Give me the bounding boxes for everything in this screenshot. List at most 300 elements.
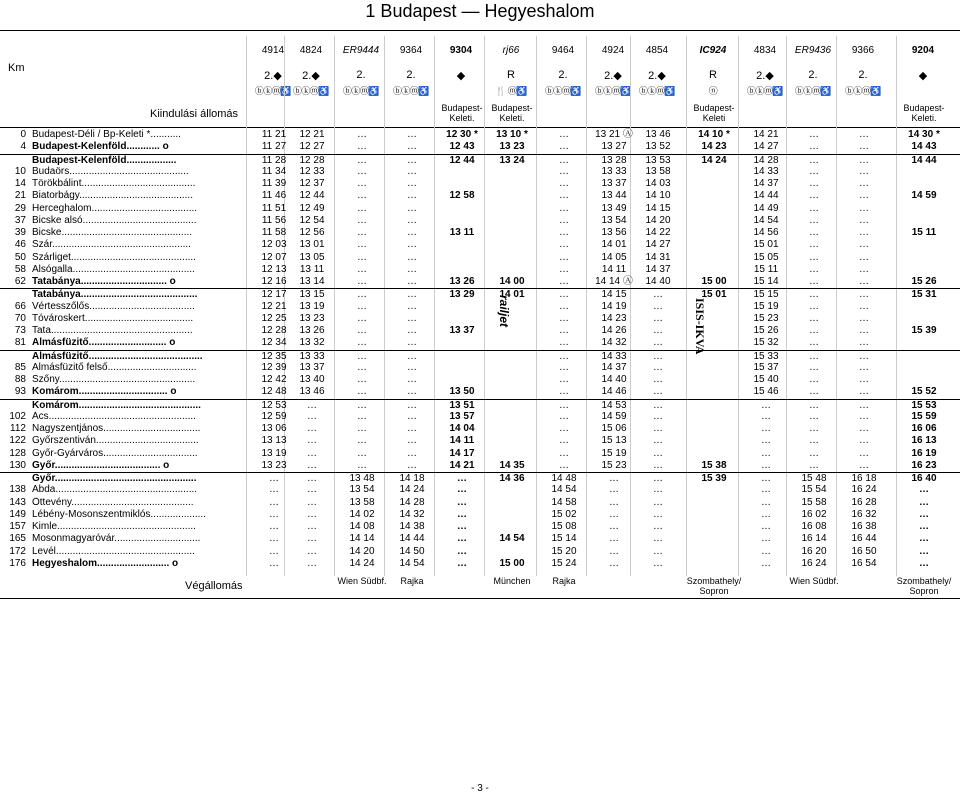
train-services: 🍴 ⓜ♿	[495, 86, 527, 96]
row-time: 12 44	[449, 154, 475, 166]
train-number: 9366	[851, 45, 875, 56]
row-km: 157	[9, 521, 26, 532]
row-time: …	[653, 399, 663, 411]
train-number: 4914	[261, 45, 285, 56]
row-time: 14 27	[645, 239, 671, 251]
row-time: …	[407, 165, 417, 177]
page-title: 1 Budapest — Hegyeshalom	[365, 1, 595, 21]
bottom-rule	[0, 598, 960, 599]
row-time: 16 13	[911, 435, 937, 447]
row-time: …	[859, 300, 869, 312]
table-row	[0, 558, 960, 570]
row-time: …	[859, 337, 869, 349]
row-time: …	[653, 386, 663, 398]
row-time: 15 31	[911, 289, 937, 301]
row-time: 14 37	[753, 178, 779, 189]
row-time: …	[919, 496, 929, 508]
isis-ikva-label: ISIS-IKVA	[693, 298, 707, 355]
row-time: 15 38	[701, 459, 727, 471]
row-km: 70	[14, 312, 26, 324]
table-row	[0, 325, 960, 337]
row-time: …	[407, 190, 417, 202]
row-station: Biatorbágy.........................................	[32, 190, 193, 202]
row-time: …	[609, 508, 619, 520]
train-destination: München	[493, 576, 531, 586]
row-time: 11 39	[261, 178, 287, 189]
row-km: 176	[9, 557, 26, 569]
row-km: 102	[9, 410, 26, 422]
row-time: 11 27	[261, 141, 287, 153]
train-services: ⓑⓚⓜ♿	[844, 86, 882, 96]
row-time: 13 58	[645, 165, 671, 177]
row-time: …	[761, 447, 771, 459]
row-time: 14 58	[551, 496, 577, 508]
header-rule	[0, 127, 960, 128]
row-time: 12 44	[299, 190, 325, 202]
row-time: …	[761, 508, 771, 520]
table-row	[0, 203, 960, 215]
row-station: Tóvároskert.......................................	[32, 312, 194, 324]
row-time: 15 15	[753, 289, 779, 301]
row-time: 14 23	[601, 312, 627, 324]
row-station: Komárom............................................	[32, 399, 201, 411]
row-time: …	[407, 214, 417, 226]
row-time: …	[859, 129, 869, 140]
row-time: 12 21	[299, 129, 325, 140]
train-number: IC924	[699, 45, 727, 56]
row-time: …	[859, 202, 869, 214]
row-time: 14 32	[399, 508, 425, 520]
table-row	[0, 362, 960, 374]
row-time: …	[559, 423, 569, 434]
row-time: …	[653, 496, 663, 508]
train-destination: Rajka	[552, 576, 576, 586]
row-time: …	[761, 473, 771, 484]
row-time: …	[859, 178, 869, 189]
row-time: …	[307, 533, 317, 545]
train-destination: Wien Südbf.	[337, 576, 387, 586]
row-time: …	[457, 533, 467, 545]
row-station: Szárliget.............................................	[32, 251, 196, 263]
row-time: …	[653, 361, 663, 373]
row-time: 15 11	[753, 263, 779, 275]
row-time: 12 25	[261, 312, 287, 324]
row-time: …	[407, 154, 417, 166]
row-station: Alsógalla............................................	[32, 263, 195, 275]
row-time: …	[307, 423, 317, 434]
table-row	[0, 374, 960, 386]
row-time: 13 15	[299, 289, 325, 301]
row-time: …	[307, 508, 317, 520]
table-row	[0, 227, 960, 239]
row-time: 14 01	[499, 289, 525, 301]
row-time: …	[407, 300, 417, 312]
table-row	[0, 386, 960, 398]
row-time: …	[407, 350, 417, 362]
row-time: …	[559, 165, 569, 177]
row-time: 14 10 *	[698, 129, 730, 140]
row-time: …	[859, 165, 869, 177]
row-time: …	[761, 435, 771, 447]
row-time: …	[809, 350, 819, 362]
train-destination: Wien Südbf.	[789, 576, 839, 586]
row-time: 13 44	[601, 190, 627, 202]
row-time: 11 58	[261, 227, 287, 238]
row-station: Törökbálint.........................................	[32, 178, 196, 189]
row-time: 13 26	[449, 276, 475, 287]
row-time: 13 06	[261, 423, 287, 434]
row-time: …	[859, 227, 869, 238]
row-station: Levél..................................................	[32, 545, 195, 557]
train-destination: Szombathely/ Sopron	[896, 576, 952, 596]
table-row	[0, 288, 960, 301]
row-time: …	[761, 496, 771, 508]
row-station: Tata...................................................	[32, 325, 193, 336]
row-time: 12 54	[299, 214, 325, 226]
train-class: ◆	[456, 70, 466, 82]
train-class: 2.◆	[604, 70, 622, 82]
row-time: …	[809, 202, 819, 214]
row-time: 14 31	[645, 251, 671, 263]
row-time: 14 59	[601, 410, 627, 422]
row-time: 13 10 *	[496, 129, 528, 140]
row-time: 14 26	[601, 325, 627, 336]
train-class: 2.	[858, 69, 868, 81]
row-time: …	[307, 496, 317, 508]
train-services: ⓑⓚⓜ♿	[638, 86, 676, 96]
row-time: …	[269, 533, 279, 545]
row-time: …	[357, 300, 367, 312]
row-time: 13 50	[449, 386, 475, 398]
row-time: 14 54	[753, 214, 779, 226]
train-number: ER9444	[342, 45, 380, 56]
row-time: …	[559, 447, 569, 459]
row-time: 13 49	[601, 202, 627, 214]
row-time: …	[859, 239, 869, 251]
row-time: …	[357, 361, 367, 373]
row-time: …	[653, 459, 663, 471]
row-time: 12 21	[261, 300, 287, 312]
row-time: …	[653, 557, 663, 569]
row-time: 12 16	[261, 276, 287, 287]
row-time: 12 07	[261, 251, 287, 263]
train-origin: Budapest-Keleti.	[903, 103, 945, 123]
row-time: …	[919, 521, 929, 532]
row-time: …	[859, 361, 869, 373]
row-time: 15 39	[911, 325, 937, 336]
row-time: 14 54	[551, 484, 577, 496]
row-time: 13 37	[299, 361, 325, 373]
train-class: 2.◆	[264, 70, 282, 82]
row-time: 14 53	[601, 399, 627, 411]
row-time: …	[609, 473, 619, 484]
row-time: 14 11	[601, 263, 627, 275]
row-time: …	[407, 399, 417, 411]
table-row	[0, 521, 960, 533]
row-time: …	[809, 447, 819, 459]
row-time: …	[559, 399, 569, 411]
row-station: Ács.....................................................	[32, 410, 196, 422]
row-time: …	[357, 410, 367, 422]
row-time: …	[307, 459, 317, 471]
row-time: …	[653, 410, 663, 422]
km-header: Km	[8, 62, 25, 74]
table-row	[0, 350, 960, 363]
row-km: 93	[14, 386, 26, 398]
row-station: Mosonmagyaróvár...............................	[32, 533, 201, 545]
row-time: …	[457, 545, 467, 557]
row-time: 13 23	[261, 459, 287, 471]
row-time: …	[809, 399, 819, 411]
row-km: 58	[14, 263, 26, 275]
row-time: …	[809, 227, 819, 238]
row-station: Kimle..................................................	[32, 521, 196, 532]
row-time: …	[859, 399, 869, 411]
row-time: 15 14	[551, 533, 577, 545]
table-row	[0, 448, 960, 460]
row-km: 66	[14, 300, 26, 312]
row-time: 13 56	[601, 227, 627, 238]
row-station: Nagyszentjános...................................	[32, 423, 201, 434]
row-time: 12 49	[299, 202, 325, 214]
row-time: …	[407, 374, 417, 385]
row-time: 16 20	[801, 545, 827, 557]
row-station: Bicske...............................................	[32, 227, 193, 238]
row-km: 88	[14, 374, 26, 385]
row-time: 13 33	[601, 165, 627, 177]
row-time: 12 33	[299, 165, 325, 177]
row-time: 15 00	[701, 276, 727, 287]
train-class: 2.◆	[756, 70, 774, 82]
row-time: 14 02	[349, 508, 375, 520]
table-row	[0, 411, 960, 423]
table-row	[0, 337, 960, 349]
row-time: …	[859, 447, 869, 459]
row-time: 14 35	[499, 459, 525, 471]
row-time: …	[559, 276, 569, 287]
table-row	[0, 190, 960, 202]
row-time: 13 52	[645, 141, 671, 153]
row-time: …	[407, 227, 417, 238]
row-time: 15 37	[753, 361, 779, 373]
row-time: 14 54	[399, 557, 425, 569]
row-time: 14 44	[399, 533, 425, 545]
row-time: 15 26	[753, 325, 779, 336]
row-time: 13 37	[449, 325, 475, 336]
row-time: 16 28	[851, 496, 877, 508]
train-services: ⓑⓚⓜ♿	[794, 86, 832, 96]
row-time: 16 54	[851, 557, 877, 569]
row-time: …	[307, 473, 317, 484]
row-time: 14 40	[601, 374, 627, 385]
row-time: …	[559, 227, 569, 238]
row-time: …	[761, 459, 771, 471]
row-time: …	[407, 435, 417, 447]
row-time: 13 01	[299, 239, 325, 251]
row-station: Budapest-Déli / Bp-Keleti *...........	[32, 129, 181, 140]
row-time: 14 27	[753, 141, 779, 153]
row-time: …	[761, 423, 771, 434]
row-time: …	[609, 533, 619, 545]
table-row	[0, 178, 960, 190]
row-time: 15 33	[753, 350, 779, 362]
row-time: …	[559, 178, 569, 189]
row-time: …	[357, 165, 367, 177]
row-time: …	[457, 484, 467, 496]
row-time: …	[407, 361, 417, 373]
train-services: ⓑⓚⓜ♿	[392, 86, 430, 96]
row-time: …	[653, 545, 663, 557]
row-time: 15 40	[753, 374, 779, 385]
table-row	[0, 509, 960, 521]
row-time: …	[809, 435, 819, 447]
row-time: 15 06	[601, 423, 627, 434]
train-services: ⓑⓚⓜ♿	[594, 86, 632, 96]
row-time: …	[357, 141, 367, 153]
row-time: …	[761, 521, 771, 532]
row-time: 12 30 *	[446, 129, 478, 140]
row-time: 14 56	[753, 227, 779, 238]
train-origin: Budapest-Keleti.	[441, 103, 483, 123]
row-km: 128	[9, 447, 26, 459]
row-time: 14 11	[449, 435, 475, 447]
row-station: Szár..................................................	[32, 239, 191, 251]
row-time: 15 24	[551, 557, 577, 569]
row-time: 15 01	[753, 239, 779, 251]
row-time: …	[859, 276, 869, 287]
table-row	[0, 484, 960, 496]
row-time: …	[457, 521, 467, 532]
row-time: 14 20	[349, 545, 375, 557]
row-km: 39	[14, 227, 26, 238]
row-time: …	[809, 312, 819, 324]
row-time: 15 59	[911, 410, 937, 422]
row-time: …	[809, 129, 819, 140]
row-time: 13 33	[299, 350, 325, 362]
row-time: …	[809, 251, 819, 263]
row-time: 11 51	[261, 202, 287, 214]
table-row	[0, 129, 960, 141]
row-time: 14 33	[753, 165, 779, 177]
row-time: 16 24	[801, 557, 827, 569]
row-time: 11 46	[261, 190, 287, 202]
row-time: 14 19	[601, 300, 627, 312]
train-destination: Rajka	[400, 576, 424, 586]
row-time: …	[859, 154, 869, 166]
row-time: 14 43	[911, 141, 937, 153]
table-row	[0, 301, 960, 313]
table-row	[0, 239, 960, 251]
table-row	[0, 154, 960, 167]
row-time: 13 11	[449, 227, 475, 238]
row-time: …	[609, 484, 619, 496]
row-time: …	[859, 350, 869, 362]
table-row	[0, 472, 960, 485]
row-time: 14 48	[551, 473, 577, 484]
row-time: …	[809, 337, 819, 349]
row-time: …	[859, 325, 869, 336]
row-time: 15 48	[801, 473, 827, 484]
row-time: …	[859, 386, 869, 398]
row-station: Almásfüzitő............................ o	[32, 337, 176, 349]
row-time: …	[407, 141, 417, 153]
row-time: …	[357, 239, 367, 251]
train-class: 2.	[406, 69, 416, 81]
row-time: 16 19	[911, 447, 937, 459]
row-time: 13 13	[261, 435, 287, 447]
row-time: …	[653, 337, 663, 349]
row-time: 13 11	[299, 263, 325, 275]
row-time: 12 48	[261, 386, 287, 398]
row-time: 14 21	[449, 459, 475, 471]
row-time: 15 19	[601, 447, 627, 459]
row-time: 16 23	[911, 459, 937, 471]
row-km: 21	[14, 190, 26, 202]
row-time: 14 33	[601, 350, 627, 362]
row-time: 16 08	[801, 521, 827, 532]
train-number: rj66	[502, 45, 520, 56]
row-time: 12 53	[261, 399, 287, 411]
row-time: …	[653, 508, 663, 520]
row-time: …	[357, 325, 367, 336]
row-time: …	[407, 386, 417, 398]
row-time: …	[919, 533, 929, 545]
train-number: 4834	[753, 45, 777, 56]
row-time: 15 20	[551, 545, 577, 557]
train-number: 4854	[645, 45, 669, 56]
row-time: …	[653, 300, 663, 312]
row-time: 12 37	[299, 178, 325, 189]
row-time: 16 40	[911, 473, 937, 484]
row-time: 14 54	[499, 533, 525, 545]
row-time: …	[809, 239, 819, 251]
row-time: …	[357, 214, 367, 226]
row-time: …	[559, 350, 569, 362]
row-time: 14 22	[645, 227, 671, 238]
row-time: 13 27	[601, 141, 627, 153]
row-station: Komárom................................ o	[32, 386, 177, 398]
row-station: Vértesszőlős......................................	[32, 300, 195, 312]
row-time: 11 28	[261, 154, 287, 166]
row-time: …	[357, 399, 367, 411]
row-time: …	[269, 496, 279, 508]
row-time: …	[559, 312, 569, 324]
row-time: …	[559, 435, 569, 447]
row-time: …	[407, 459, 417, 471]
row-time: …	[809, 410, 819, 422]
row-time: 15 52	[911, 386, 937, 398]
row-time: …	[559, 374, 569, 385]
train-class: 2.◆	[302, 70, 320, 82]
row-time: 15 01	[701, 289, 727, 301]
row-station: Tatabánya..........................................	[32, 289, 198, 301]
train-destination: Szombathely/ Sopron	[686, 576, 742, 596]
table-row	[0, 166, 960, 178]
table-row	[0, 399, 960, 412]
row-time: …	[859, 374, 869, 385]
row-time: 14 40	[645, 276, 671, 287]
row-station: Bicske alsó.........................................	[32, 214, 197, 226]
row-time: 15 46	[753, 386, 779, 398]
row-time: …	[761, 557, 771, 569]
row-time: 13 23	[299, 312, 325, 324]
row-time: …	[653, 289, 663, 301]
row-time: …	[357, 178, 367, 189]
row-time: …	[609, 496, 619, 508]
row-time: …	[559, 289, 569, 301]
row-time: …	[653, 447, 663, 459]
row-time: …	[809, 386, 819, 398]
